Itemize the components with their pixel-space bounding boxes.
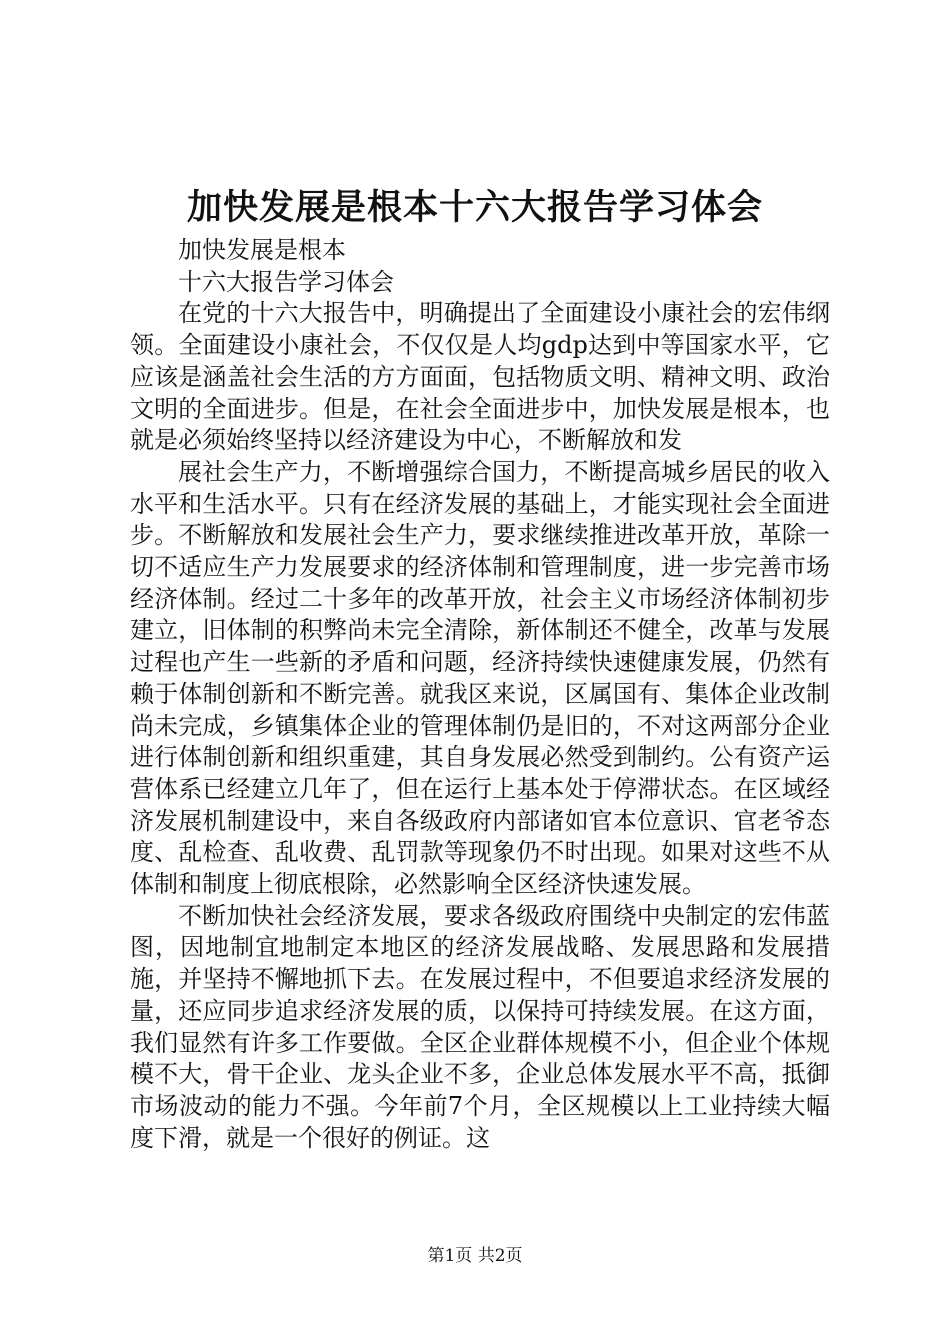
body-paragraph: 不断加快社会经济发展，要求各级政府围绕中央制定的宏伟蓝图，因地制宜地制定本地区的经济发展战略、发展思路和发展措施，并坚持不懈地抓下去。在发展过程中，不但要追求经济发展的量，还应同步追求经济发展的质，以保持可持续发展。在这方面，我们显然有许多工作要做。全区企业群体规模不小，但企业个体规模不大，骨干企业、龙头企业不多，企业总体发展水平不高，抵御市场波动的能力不强。今年前7个月，全区规模以上工业持续大幅度下滑，就是一个很好的例证。这 [130,901,830,1152]
body-paragraph: 在党的十六大报告中，明确提出了全面建设小康社会的宏伟纲领。全面建设小康社会，不仅仅是人均gdp达到中等国家水平，它应该是涵盖社会生活的方方面面，包括物质文明、精神文明、政治文明的全面进步。但是，在社会全面进步中，加快发展是根本，也就是必须始终坚持以经济建设为中心，不断解放和发 [130,299,830,455]
subtitle-line: 加快发展是根本 [178,236,346,264]
subtitle-line: 十六大报告学习体会 [178,267,394,296]
document-title: 加快发展是根本十六大报告学习体会 [186,187,763,228]
page-footer: 第1页 共2页 [427,1246,523,1266]
document-body [130,235,830,1154]
body-paragraph: 展社会生产力，不断增强综合国力，不断提高城乡居民的收入水平和生活水平。只有在经济发展的基础上，才能实现社会全面进步。不断解放和发展社会生产力，要求继续推进改革开放，革除一切不适应生产力发展要求的经济体制和管理制度，进一步完善市场经济体制。经过二十多年的改革开放，社会主义市场经济体制初步建立，旧体制的积弊尚未完全清除，新体制还不健全，改革与发展过程也产生一些新的矛盾和问题，经济持续快速健康发展，仍然有赖于体制创新和不断完善。就我区来说，区属国有、集体企业改制尚未完成，乡镇集体企业的管理体制仍是旧的，不对这两部分企业进行体制创新和组织重建，其自身发展必然受到制约。公有资产运营体系已经建立几年了，但在运行上基本处于停滞状态。在区域经济发展机制建设中，来自各级政府内部诸如官本位意识、官老爷态度、乱检查、乱收费、乱罚款等现象仍不时出现。如果对这些不从体制和制度上彻底根除，必然影响全区经济快速发展。 [130,457,830,899]
